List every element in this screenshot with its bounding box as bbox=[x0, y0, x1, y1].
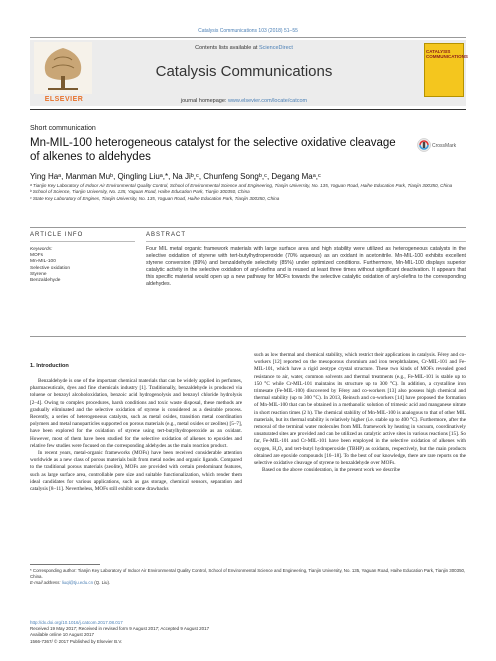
affiliation-c: ᶜ State Key Laboratory of Engines, Tianjin University, No. 135, Yaguan Road, Haihe Education Park, Tianjin 300350, China bbox=[30, 195, 280, 201]
copyright-line: 1566-7367/ © 2017 Published by Elsevier B.V. bbox=[30, 638, 123, 644]
keyword-item: Benzaldehyde bbox=[30, 278, 61, 284]
elsevier-tree-logo[interactable] bbox=[34, 42, 92, 94]
body-column-right bbox=[254, 352, 466, 474]
info-right-rule bbox=[146, 241, 466, 242]
paragraph: Based on the above consideration, in the present work we describe bbox=[262, 467, 401, 474]
paragraph: Benzaldehyde is one of the important chemical materials that can be widely applied in perfumes, pharmaceuticals, dyes and fine chemicals industry [1]. Traditionally, benzaldehyde is produced via toluene or benzoyl alcoholoxidation, benzoic acid hydrogenolysis and benzoyl chloride hydrolysis [2–4]. Owing to complex procedures, harsh conditions and toxic waste disposal, these methods are gradually eliminated and the selective oxidation of styrene is considered as a desirable process. Recently, a series of heterogeneous catalysts, such as metal oxides, transition metal coordination polymers and metal nanoparticles supported on porous materials (e.g., metal oxides or zeolites) [5–7], have been explored for the oxidation of styrene using tert-butylhydroperoxide as an oxidant. However, most of them have been studied for the selective oxidation of alkenes to epoxides and relative few studies were focused on the corresponding aldehydes as the main reaction product. bbox=[30, 378, 242, 449]
section-heading-introduction: 1. Introduction bbox=[30, 363, 69, 369]
info-left-rule bbox=[30, 241, 135, 242]
email-label: E-mail address: bbox=[30, 580, 62, 585]
footnote-email-line bbox=[30, 580, 466, 586]
received-dates: Received 19 May 2017; Received in revised form 9 August 2017; Accepted 9 August 2017 bbox=[30, 626, 210, 632]
keyword-list bbox=[30, 253, 70, 284]
cover-title: CATALYSIS COMMUNICATIONS bbox=[426, 49, 468, 59]
corresponding-author-footnote bbox=[30, 568, 466, 586]
affiliation-b: ᵇ School of Science, Tianjin University, No. 135, Yaguan Road, Haihe Education Park, Tianjin 300350, China bbox=[30, 189, 250, 195]
abstract-heading: ABSTRACT bbox=[146, 232, 187, 238]
homepage-prefix: journal homepage: bbox=[180, 98, 228, 104]
body-column-left bbox=[30, 378, 242, 493]
keyword-item: Mn-MIL-100 bbox=[30, 259, 56, 265]
keyword-item: Selective oxidation bbox=[30, 265, 70, 271]
abstract-text: Four MIL metal organic framework materials with large surface area and high stability were utilized as heterogeneous catalysts in the selective oxidation of styrene with tert-butylhydroperoxide (70% aqueous) as an oxidant in acetonitrile. Mn-MIL-100 exhibits excellent styrene conversion (89%) and benzaldehyde selectivity (85%) under optimized conditions. Furthermore, Mn-MIL-100 displays superior catalytic activity in the selective oxidation of aryl-olefins and is reused at least three times without significant deactivation. It appears that this specific material would open up a new pathway for MOFs towards the selective catalytic oxidation of aryl-olefins to the corresponding aldehydes. bbox=[146, 246, 466, 288]
journal-reference[interactable]: Catalysis Communications 103 (2018) 51–55 bbox=[198, 28, 298, 34]
keywords-label: Keywords: bbox=[30, 247, 53, 252]
keyword-item: MOFs bbox=[30, 253, 44, 258]
publisher-name: ELSEVIER bbox=[44, 96, 84, 103]
homepage-link[interactable]: www.elsevier.com/locate/catcom bbox=[227, 98, 308, 104]
footnote-rule bbox=[30, 564, 100, 565]
sciencedirect-link[interactable]: ScienceDirect bbox=[258, 45, 293, 51]
paragraph: such as low thermal and chemical stability, which restrict their applications in catalysis. Férey and co-workers [12] reported on the mesoporous chromium and iron terephthalates, Cr-MIL-101 and Fe-MIL-101, which have a rigid zeotype crystal structure. These two kinds of MOFs revealed good resistance to air, water, common solvents and thermal treatments (e.g., Fe-MIL-101 is stable up to 150 °C while Cr-MIL-101 maintains its structure up to 300 °C). In addition, a crystalline iron trimesate (Fe-MIL-100) discovered by Férey and co-workers [13] also possess high chemical and thermal stability (up to 300 °C). In 2013, Reinsch and co-workers [14] have proposed the formation of Mn-MIL-100 that can be obtained in a methanolic solution of trimesic acid and manganese nitrate in short reaction times (2 h). The chemical stability of Mn-MIL-100 is analogous to that of other MIL materials, but its thermal stability is relatively higher (i.e. stable up to 400 °C). Furthermore, after the removal of the terminal water molecules from MIL framework by heating in vacuum, coordinatively unsaturated sites are provided and can be utilized as catalytic active sites in various reactions [15]. So far, Fe-MIL-101 and Cr-MIL-101 have been employed in the selective oxidation of alkenes with oxygen, H₂O₂ and tert-butyl hydroperoxide (TBHP) as oxidants, respectively, but the main products obtained are epoxide compounds [16–18]. To the best of our knowledge, there are rare reports on the selective oxidative cleavage of styrene to benzaldehyde over MOFs. bbox=[254, 352, 466, 467]
crossmark-label[interactable]: CrossMark bbox=[432, 143, 457, 149]
header-bottom-rule bbox=[30, 109, 466, 110]
article-info-heading: ARTICLE INFO bbox=[30, 232, 84, 238]
doi-link[interactable]: http://dx.doi.org/10.1016/j.catcom.2017.08.017 bbox=[30, 620, 123, 625]
crossmark-icon[interactable] bbox=[417, 138, 431, 152]
footnote-corresponding: * Corresponding author: Tianjin Key Laboratory of Indoor Air Environmental Quality Control, School of Environmental Science and Engineering, Tianjin University, No. 135, Yaguan Road, Haihe Education Park, Tianjin 300350, China. bbox=[30, 568, 466, 579]
paragraph: In recent years, metal-organic frameworks (MOFs) have been received considerable attention worldwide as a new class of porous materials built from metal nodes and organic ligands. Compared to the traditional porous materials (zeolite), MOFs are provided with certain predominant features, such as large surface area, controllable pore size and suitable functionalization, which render them ideal candidates for various applications, such as gas storage, chemical sensors, separation and catalysis [8–11]. Nevertheless, MOFs still exhibit some drawbacks bbox=[30, 450, 242, 493]
affiliations bbox=[30, 183, 466, 202]
available-online: Available online 10 August 2017 bbox=[30, 632, 94, 638]
affiliation-a: ᵃ Tianjin Key Laboratory of Indoor Air Environmental Quality Control, School of Environmental Science and Engineering, Tianjin University, No. 135, Yaguan Road, Haihe Education Park, Tianjin 300350, China bbox=[30, 183, 453, 188]
journal-homepage bbox=[100, 98, 388, 104]
contents-line bbox=[100, 45, 388, 51]
publication-info bbox=[30, 620, 466, 645]
header-top-rule bbox=[30, 37, 466, 38]
journal-title: Catalysis Communications bbox=[155, 63, 333, 80]
contents-prefix: Contents lists available at bbox=[195, 45, 259, 51]
article-type: Short communication bbox=[30, 125, 96, 132]
email-suffix: (Q. Liu). bbox=[93, 580, 111, 585]
article-title: Mn-MIL-100 heterogeneous catalyst for the selective oxidative cleavage of alkenes to aldehydes bbox=[30, 137, 396, 163]
keyword-item: Styrene bbox=[30, 271, 47, 277]
info-top-rule bbox=[30, 227, 466, 228]
author-list: Ying Haᵃ, Manman Muᵇ, Qingling Liuᵃ,*, Na Jiᵇ,ᶜ, Chunfeng Songᵇ,ᶜ, Degang Maᵃ,ᶜ bbox=[30, 172, 321, 181]
abstract-bottom-rule bbox=[30, 336, 466, 337]
email-link[interactable]: liuql@tju.edu.cn bbox=[61, 580, 94, 585]
